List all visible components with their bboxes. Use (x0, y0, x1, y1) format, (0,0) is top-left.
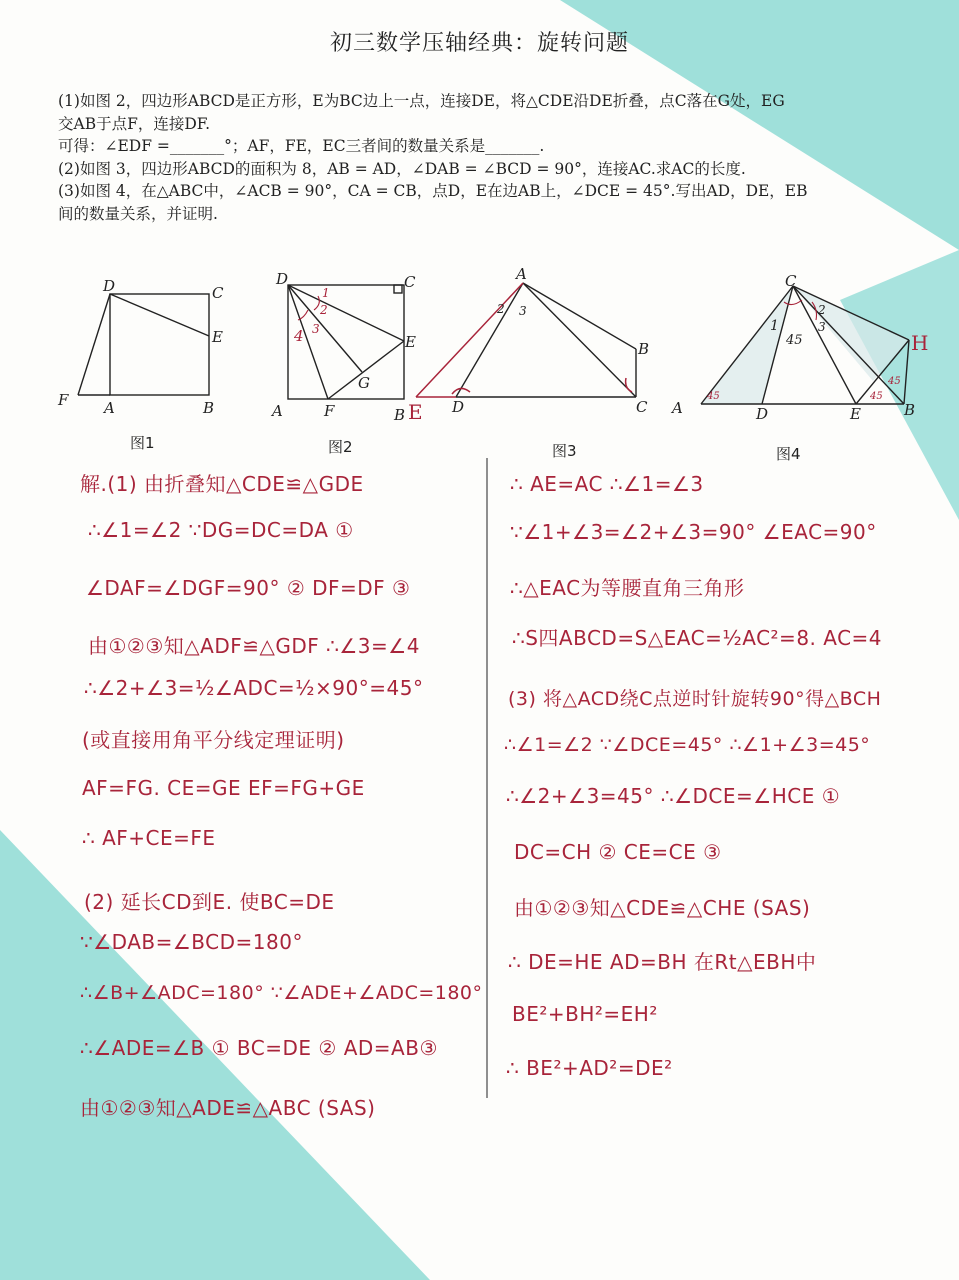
fig2-label-E: E (405, 333, 416, 351)
fig2-label-D: D (276, 270, 289, 288)
fig2-num-1: 1 (322, 286, 330, 300)
figure-3 (456, 283, 636, 397)
fig2-caption: 图2 (328, 438, 353, 456)
solution-right-line-1: ∴ AE=AC ∴∠1=∠3 (510, 472, 704, 496)
solution-left-line-12: ∴∠ADE=∠B ① BC=DE ② AD=AB③ (80, 1036, 438, 1060)
fig3-caption: 图3 (552, 442, 577, 460)
fig4-label-A: A (672, 399, 683, 417)
fig1-label-C: C (212, 284, 224, 302)
solution-right-line-12: ∴ BE²+AD²=DE² (506, 1056, 673, 1080)
fig3-num-3: 3 (519, 304, 527, 318)
figures-area (0, 255, 959, 455)
problem-line-5: (3)如图 4，在△ABC中，∠ACB = 90°，CA = CB，点D，E在边AB上，∠DCE = 45°.写出AD，DE，EB (58, 182, 808, 200)
problem-line-2: 交AB于点F，连接DF. (58, 114, 211, 133)
page-title: 初三数学压轴经典：旋转问题 (329, 31, 629, 56)
fig1-label-D: D (103, 277, 116, 295)
solution-right-line-9: 由①②③知△CDE≌△CHE (SAS) (514, 896, 811, 920)
solution-left-line-2: ∴∠1=∠2 ∵DG=DC=DA ① (88, 518, 354, 542)
fig4-caption: 图4 (776, 445, 801, 463)
problem-line-1: (1)如图 2，四边形ABCD是正方形，E为BC边上一点，连接DE，将△CDE沿DE折叠，点C落在G处，EG (58, 92, 785, 110)
problem-line-3: 可得：∠EDF =_______°；AF，FE，EC三者间的数量关系是_______. (58, 137, 545, 155)
solution-right-line-11: BE²+BH²=EH² (512, 1002, 658, 1026)
solution-left-line-7: AF=FG. CE=GE EF=FG+GE (82, 776, 365, 800)
solution-left-line-8: ∴ AF+CE=FE (82, 826, 216, 850)
fig2-label-B: B (394, 406, 406, 424)
figure-1 (78, 294, 209, 395)
column-divider (486, 458, 488, 1098)
fig2-label-F: F (324, 402, 335, 420)
fig4-num-45a: 45 (786, 333, 803, 348)
solution-right-line-5: (3) 将△ACD绕C点逆时针旋转90°得△BCH (508, 688, 882, 710)
fig1-label-A: A (104, 399, 115, 417)
fig3-label-A: A (516, 265, 527, 283)
fig4-label-B: B (904, 401, 916, 419)
solution-left-line-1: 解.(1) 由折叠知△CDE≌△GDE (80, 472, 364, 496)
fig3-label-B: B (638, 340, 650, 358)
fig1-label-F: F (58, 391, 69, 409)
fig1-label-E: E (212, 328, 223, 346)
fig4-label-C: C (785, 272, 797, 290)
solution-left-line-5: ∴∠2+∠3=½∠ADC=½×90°=45° (84, 676, 424, 700)
figure-2 (288, 285, 404, 399)
fig4-num-45d: 45 (870, 391, 883, 402)
fig3-num-2: 2 (497, 302, 505, 316)
solution-left-line-6: (或直接用角平分线定理证明) (82, 728, 345, 752)
solution-left-line-13: 由①②③知△ADE≌△ABC (SAS) (80, 1096, 376, 1120)
fig4-num-2: 2 (818, 303, 826, 317)
solution-right-line-10: ∴ DE=HE AD=BH 在Rt△EBH中 (508, 950, 817, 974)
solution-left-line-10: ∵∠DAB=∠BCD=180° (80, 930, 303, 954)
fig2-num-3: 3 (312, 322, 320, 336)
solution-right-line-8: DC=CH ② CE=CE ③ (514, 840, 722, 864)
problem-line-6: 间的数量关系，并证明. (58, 204, 218, 223)
fig4-num-45b: 45 (707, 391, 720, 402)
fig2-label-G: G (358, 374, 370, 392)
problem-line-4: (2)如图 3，四边形ABCD的面积为 8，AB = AD，∠DAB = ∠BCD = 90°，连接AC.求AC的长度. (58, 159, 746, 178)
solution-right-line-7: ∴∠2+∠3=45° ∴∠DCE=∠HCE ① (506, 784, 841, 808)
fig4-label-D: D (756, 405, 769, 423)
problem-statement (58, 90, 928, 225)
solution-left-line-9: (2) 延长CD到E. 使BC=DE (84, 890, 335, 914)
fig4-num-3: 3 (818, 320, 826, 334)
solution-left-line-4: 由①②③知△ADF≌△GDF ∴∠3=∠4 (88, 634, 420, 658)
figure-4-hatching (701, 286, 909, 404)
solution-right-line-2: ∵∠1+∠3=∠2+∠3=90° ∠EAC=90° (510, 520, 877, 544)
solution-right-line-3: ∴△EAC为等腰直角三角形 (510, 576, 745, 600)
fig3-label-D: D (452, 398, 465, 416)
fig4-label-H: H (911, 331, 929, 355)
fig4-label-E: E (850, 405, 861, 423)
solution-right-line-6: ∴∠1=∠2 ∵∠DCE=45° ∴∠1+∠3=45° (504, 734, 871, 756)
fig3-red-construction (416, 283, 632, 397)
fig3-label-E: E (408, 400, 423, 424)
fig1-caption: 图1 (130, 434, 155, 452)
fig3-label-C: C (636, 398, 648, 416)
solution-left-line-3: ∠DAF=∠DGF=90° ② DF=DF ③ (86, 576, 411, 600)
fig4-num-45c: 45 (888, 376, 901, 387)
solution-right-line-4: ∴S四ABCD=S△EAC=½AC²=8. AC=4 (512, 626, 883, 650)
fig2-num-2: 2 (320, 303, 328, 317)
fig2-num-4: 4 (294, 327, 304, 345)
solution-left-line-11: ∴∠B+∠ADC=180° ∵∠ADE+∠ADC=180° (80, 982, 483, 1004)
fig4-num-1: 1 (770, 318, 779, 334)
fig2-label-A: A (272, 402, 283, 420)
fig1-label-B: B (203, 399, 215, 417)
fig2-label-C: C (404, 273, 416, 291)
